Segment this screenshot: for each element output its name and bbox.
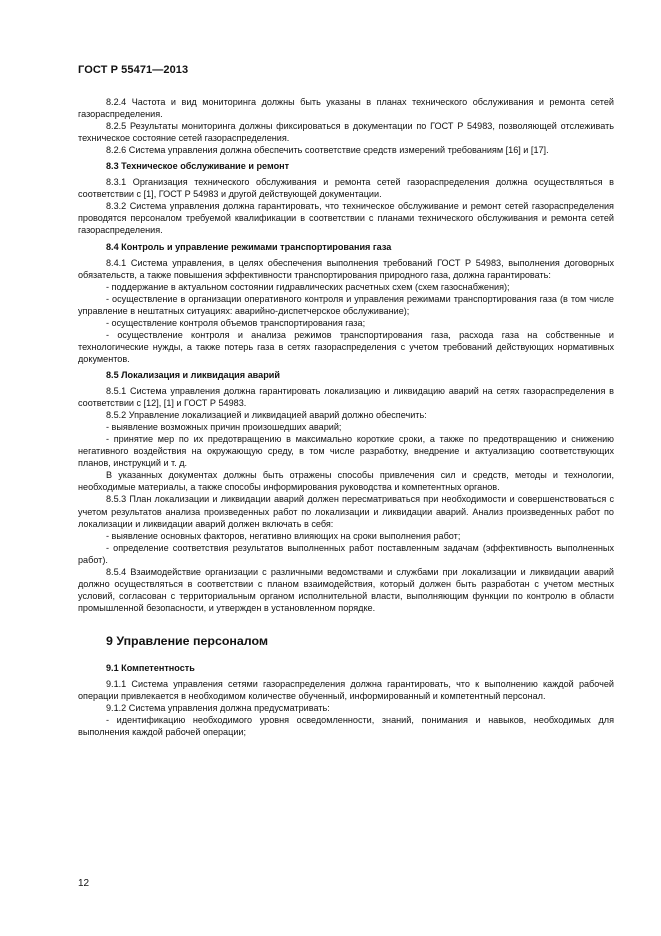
list-item: - осуществление в организации оперативного контроля и управления режимами транспортирования газа (в том числе управление в нештатных ситуациях: аварийно-диспетчерское обслуживание); [78, 293, 614, 316]
list-item: - идентификацию необходимого уровня осведомленности, знаний, понимания и навыков, необходимых для выполнения каждой рабочей операции; [78, 715, 614, 738]
section-heading-8-4: 8.4 Контроль и управление режимами транспортирования газа [106, 241, 392, 252]
list-item: - осуществление контроля и анализа режимов транспортирования газа, расхода газа на собственные и технологические нужды, а также потерь газа в сетях газораспределения с учетом требований действующих нормативных документов. [78, 329, 614, 364]
page-number: 12 [78, 878, 90, 889]
list-item: - выявление основных факторов, негативно влияющих на сроки выполнения работ; [106, 530, 461, 541]
document-body [78, 96, 614, 738]
paragraph-9-1-1: 9.1.1 Система управления сетями газораспределения должна гарантировать, что к выполнению каждой рабочей операции привлекается в необходимом количестве обученный, информированный и компетентный персонал. [78, 678, 614, 702]
document-header: ГОСТ Р 55471—2013 [78, 64, 189, 76]
paragraph-9-1-2: 9.1.2 Система управления должна предусматривать: [106, 703, 330, 714]
section-heading-8-3: 8.3 Техническое обслуживание и ремонт [106, 161, 290, 172]
list-item: - определение соответствия результатов выполненных работ поставленным задачам (эффективность выполненных работ). [78, 542, 614, 565]
section-heading-8-5: 8.5 Локализация и ликвидация аварий [106, 369, 280, 380]
section-heading-9-1: 9.1 Компетентность [106, 662, 195, 673]
paragraph-8-2-5: 8.2.5 Результаты мониторинга должны фиксироваться в документации по ГОСТ Р 54983, позволяющей отслеживать техническое состояние сетей газораспределения. [78, 121, 614, 144]
paragraph-8-5-1: 8.5.1 Система управления должна гарантировать локализацию и ликвидацию аварий на сетях газораспределения в соответствии с [12], [1] и ГОСТ Р 54983. [78, 386, 614, 409]
list-item: - поддержание в актуальном состоянии гидравлических расчетных схем (схем газоснабжения); [106, 281, 510, 292]
paragraph-8-5-3: 8.5.3 План локализации и ликвидации аварий должен пересматриваться при необходимости и совершенствоваться с учетом результатов анализа произведенных работ по локализации и ликвидации аварий. Анализ произведенных работ по локализации и ликвидации аварий должен включать в себя: [78, 494, 614, 529]
paragraph-8-5-4: 8.5.4 Взаимодействие организации с различными ведомствами и службами при локализации и ликвидации аварий должно осуществляться в соответствии с планом взаимодействия, который должен быть разработан с учетом местных условий, согласован с территориальным органом исполнительной власти, выполняющим функции по контролю в области промышленной безопасности, и утвержден в установленном порядке. [78, 566, 614, 613]
paragraph-8-2-4: 8.2.4 Частота и вид мониторинга должны быть указаны в планах технического обслуживания и ремонта сетей газораспределения. [78, 97, 614, 120]
list-item: - выявление возможных причин произошедших аварий; [106, 422, 342, 433]
chapter-heading-9: 9 Управление персоналом [106, 633, 269, 648]
paragraph-8-3-1: 8.3.1 Организация технического обслуживания и ремонта сетей газораспределения должна осуществляться в соответствии с [1], ГОСТ Р 54983 и другой действующей документации. [78, 177, 614, 200]
paragraph-8-4-1: 8.4.1 Система управления, в целях обеспечения выполнения требований ГОСТ Р 54983, выполнения договорных обязательств, а также повышения эффективности транспортирования природного газа, должна гарантировать: [78, 257, 614, 280]
paragraph-8-2-6: 8.2.6 Система управления должна обеспечить соответствие средств измерений требованиям [16] и [17]. [106, 145, 549, 156]
paragraph-8-5-2: 8.5.2 Управление локализацией и ликвидацией аварий должно обеспечить: [106, 410, 427, 421]
list-item: - принятие мер по их предотвращению в максимально короткие сроки, а также по предотвращению и снижению негативного воздействия на окружающую среду, в том числе разработку, внедрение и актуализацию соответствующих планов, инструкций и т. д. [78, 434, 614, 469]
paragraph-8-3-2: 8.3.2 Система управления должна гарантировать, что техническое обслуживание и ремонт сетей газораспределения проводятся персоналом требуемой квалификации в соответствии с планами технического обслуживания и ремонта сетей газораспределения. [78, 201, 614, 236]
paragraph: В указанных документах должны быть отражены способы привлечения сил и средств, методы и технологии, необходимые материалы, а также способы информирования руководства и компетентных органов. [78, 470, 614, 493]
list-item: - осуществление контроля объемов транспортирования газа; [106, 317, 366, 328]
